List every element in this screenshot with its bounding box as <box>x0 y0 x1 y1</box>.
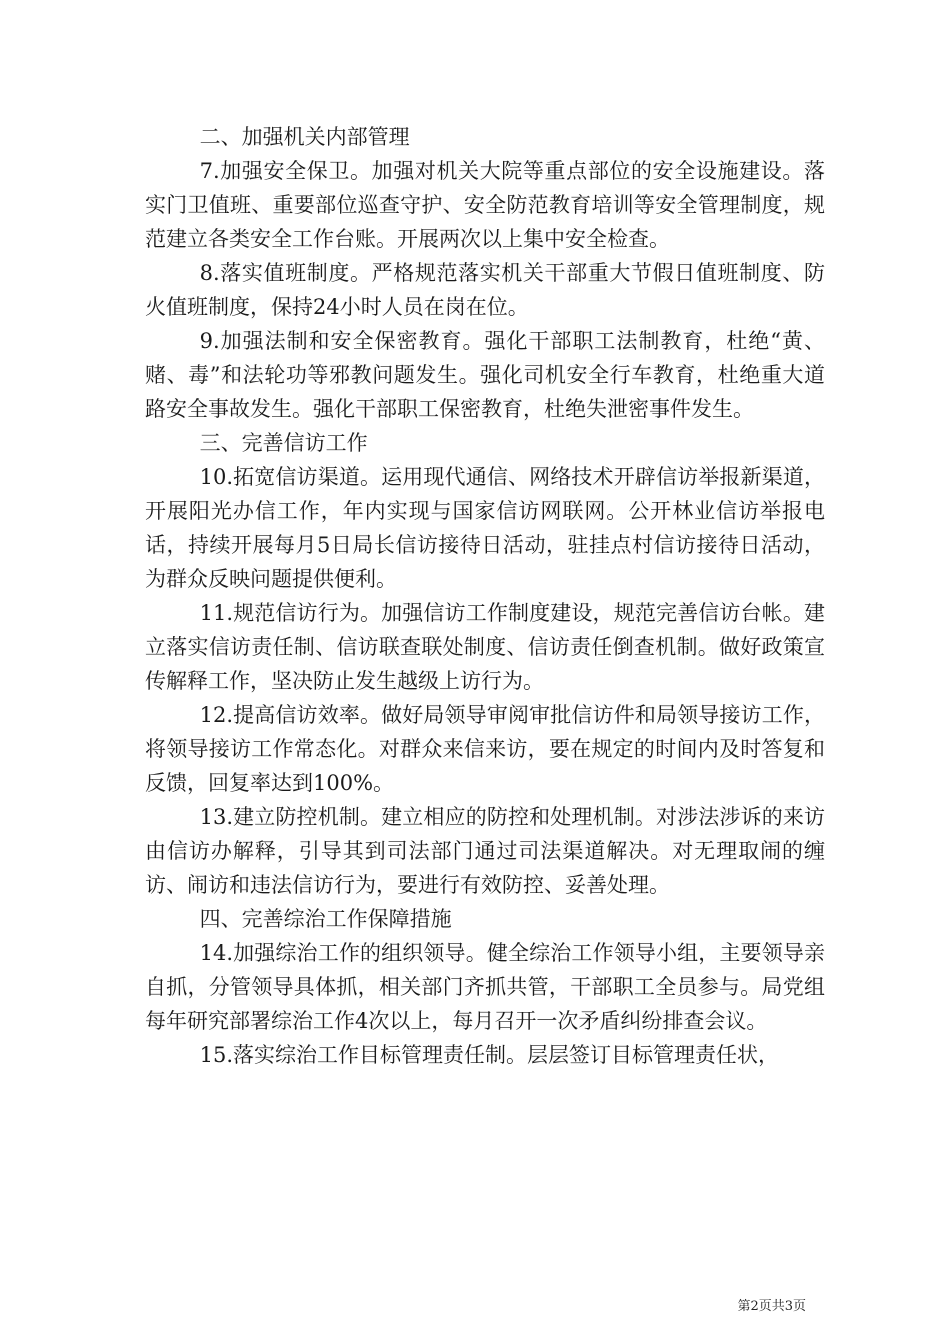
page-number-footer: 第2页共3页 <box>737 1299 806 1314</box>
paragraph: 13.建立防控机制。建立相应的防控和处理机制。对涉法涉诉的来访由信访办解释，引导其到司法部门通过司法渠道解决。对无理取闹的缠访、闹访和违法信访行为，要进行有效防控、妥善处理。 <box>145 805 825 897</box>
paragraph: 14.加强综治工作的组织领导。健全综治工作领导小组，主要领导亲自抓，分管领导具体抓，相关部门齐抓共管，干部职工全员参与。局党组每年研究部署综治工作4次以上，每月召开一次矛盾纠纷排查会议。 <box>145 941 825 1033</box>
document-body <box>145 120 825 1072</box>
section-heading: 三、完善信访工作 <box>199 431 368 455</box>
paragraph: 12.提高信访效率。做好局领导审阅审批信访件和局领导接访工作，将领导接访工作常态化。对群众来信来访，要在规定的时间内及时答复和反馈，回复率达到100%。 <box>145 703 825 795</box>
section-heading: 二、加强机关内部管理 <box>199 125 410 149</box>
paragraph: 15.落实综治工作目标管理责任制。层层签订目标管理责任状， <box>199 1043 779 1067</box>
section-heading: 四、完善综治工作保障措施 <box>199 907 452 931</box>
paragraph: 8.落实值班制度。严格规范落实机关干部重大节假日值班制度、防火值班制度，保持24小时人员在岗在位。 <box>145 261 825 319</box>
paragraph: 9.加强法制和安全保密教育。强化干部职工法制教育，杜绝“黄、赌、毒”和法轮功等邪教问题发生。强化司机安全行车教育，杜绝重大道路安全事故发生。强化干部职工保密教育，杜绝失泄密事件发生。 <box>145 329 825 421</box>
paragraph: 10.拓宽信访渠道。运用现代通信、网络技术开辟信访举报新渠道，开展阳光办信工作，年内实现与国家信访网联网。公开林业信访举报电话，持续开展每月5日局长信访接待日活动，驻挂点村信访接待日活动，为群众反映问题提供便利。 <box>145 465 825 591</box>
paragraph: 7.加强安全保卫。加强对机关大院等重点部位的安全设施建设。落实门卫值班、重要部位巡查守护、安全防范教育培训等安全管理制度，规范建立各类安全工作台账。开展两次以上集中安全检查。 <box>145 159 825 251</box>
paragraph: 11.规范信访行为。加强信访工作制度建设，规范完善信访台帐。建立落实信访责任制、信访联查联处制度、信访责任倒查机制。做好政策宣传解释工作，坚决防止发生越级上访行为。 <box>145 601 825 693</box>
